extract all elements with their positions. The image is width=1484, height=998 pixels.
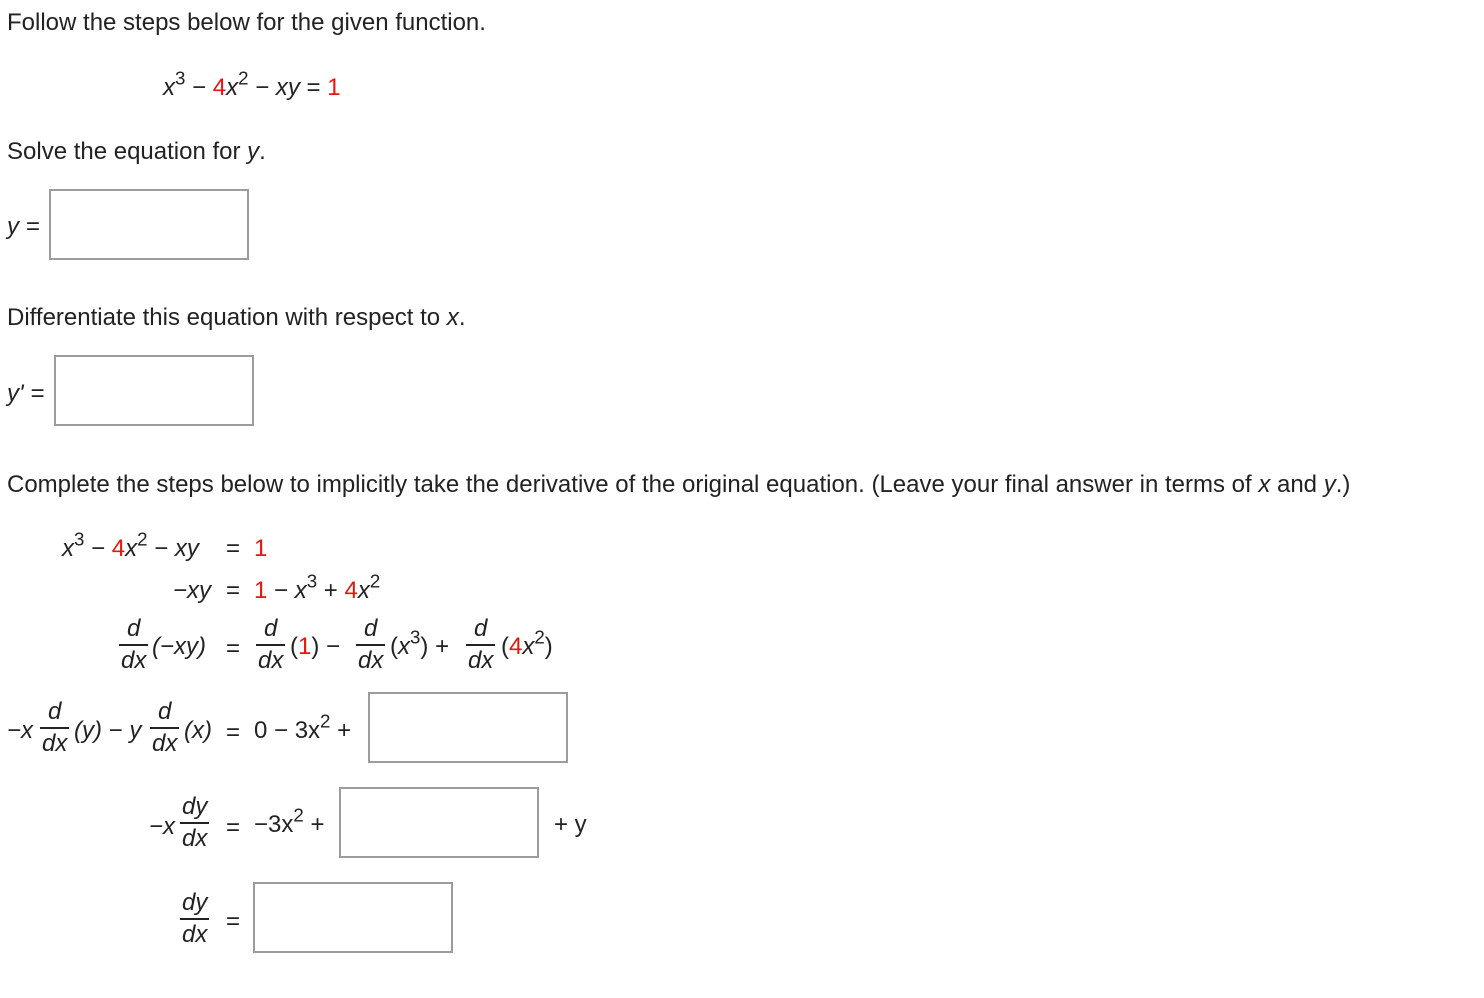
step5-answer-input[interactable] bbox=[339, 787, 539, 858]
y-answer-input[interactable] bbox=[49, 189, 249, 260]
step1-equals: = bbox=[226, 535, 241, 562]
step5-equals: = bbox=[226, 814, 241, 841]
step3-rhs-frac1: $\frac{d}{dx}$ bbox=[258, 615, 284, 674]
step3-rhs-frac3: $\frac{d}{dx}$ bbox=[468, 615, 494, 674]
y-label: y = bbox=[7, 213, 40, 240]
step1-rhs: 1 bbox=[254, 535, 268, 562]
given-function: $x^3 - 4x^2$ − xy = 1 bbox=[163, 67, 341, 101]
step4-rhs: $0 - 3x^2$ + bbox=[254, 710, 352, 744]
step4-frac1: $\frac{d}{dx}$ bbox=[42, 698, 68, 757]
step5-frac: $\frac{dy}{dx}$ bbox=[182, 793, 208, 852]
step1-lhs: $x^3 - 4x^2$ − xy bbox=[62, 528, 199, 562]
step2-rhs: $1 - x^3 + 4x^2$ bbox=[254, 570, 381, 604]
step4-answer-input[interactable] bbox=[368, 692, 568, 763]
step3-rhs-term3: $(4x^2)$ bbox=[501, 626, 553, 660]
step3-equals: = bbox=[226, 635, 241, 662]
step6-equals: = bbox=[226, 908, 241, 935]
solve-prompt: Solve the equation for y. bbox=[7, 138, 266, 165]
step4-equals: = bbox=[226, 719, 241, 746]
intro-text: Follow the steps below for the given function. bbox=[7, 9, 486, 36]
step3-rhs-term2: $(x^3)$ + bbox=[390, 626, 450, 660]
step4-negx: −x bbox=[7, 717, 34, 744]
step4-term2: (x) bbox=[184, 717, 212, 744]
complete-prompt: Complete the steps below to implicitly take the derivative of the original equation. (Leave your final answer in terms of x and y.) bbox=[7, 471, 1351, 498]
step3-lhs-arg: (−xy) bbox=[152, 633, 206, 660]
step2-lhs: −xy bbox=[173, 577, 212, 604]
step6-frac: $\frac{dy}{dx}$ bbox=[182, 889, 208, 948]
differentiate-prompt: Differentiate this equation with respect to x. bbox=[7, 304, 466, 331]
step5-negx: −x bbox=[149, 813, 176, 840]
step3-rhs-frac2: $\frac{d}{dx}$ bbox=[358, 615, 384, 674]
yprime-label: y' = bbox=[7, 380, 45, 407]
step5-rhs: $-3x^2$ + bbox=[254, 804, 325, 838]
step4-term1: (y) − y bbox=[74, 717, 142, 744]
step2-equals: = bbox=[226, 577, 241, 604]
step3-lhs-frac: $\frac{d}{dx}$ bbox=[121, 615, 147, 674]
step5-trailing: + y bbox=[554, 811, 587, 838]
yprime-answer-input[interactable] bbox=[54, 355, 254, 426]
step4-frac2: $\frac{d}{dx}$ bbox=[152, 698, 178, 757]
step6-answer-input[interactable] bbox=[253, 882, 453, 953]
step3-rhs-term1: (1) − bbox=[290, 633, 341, 660]
